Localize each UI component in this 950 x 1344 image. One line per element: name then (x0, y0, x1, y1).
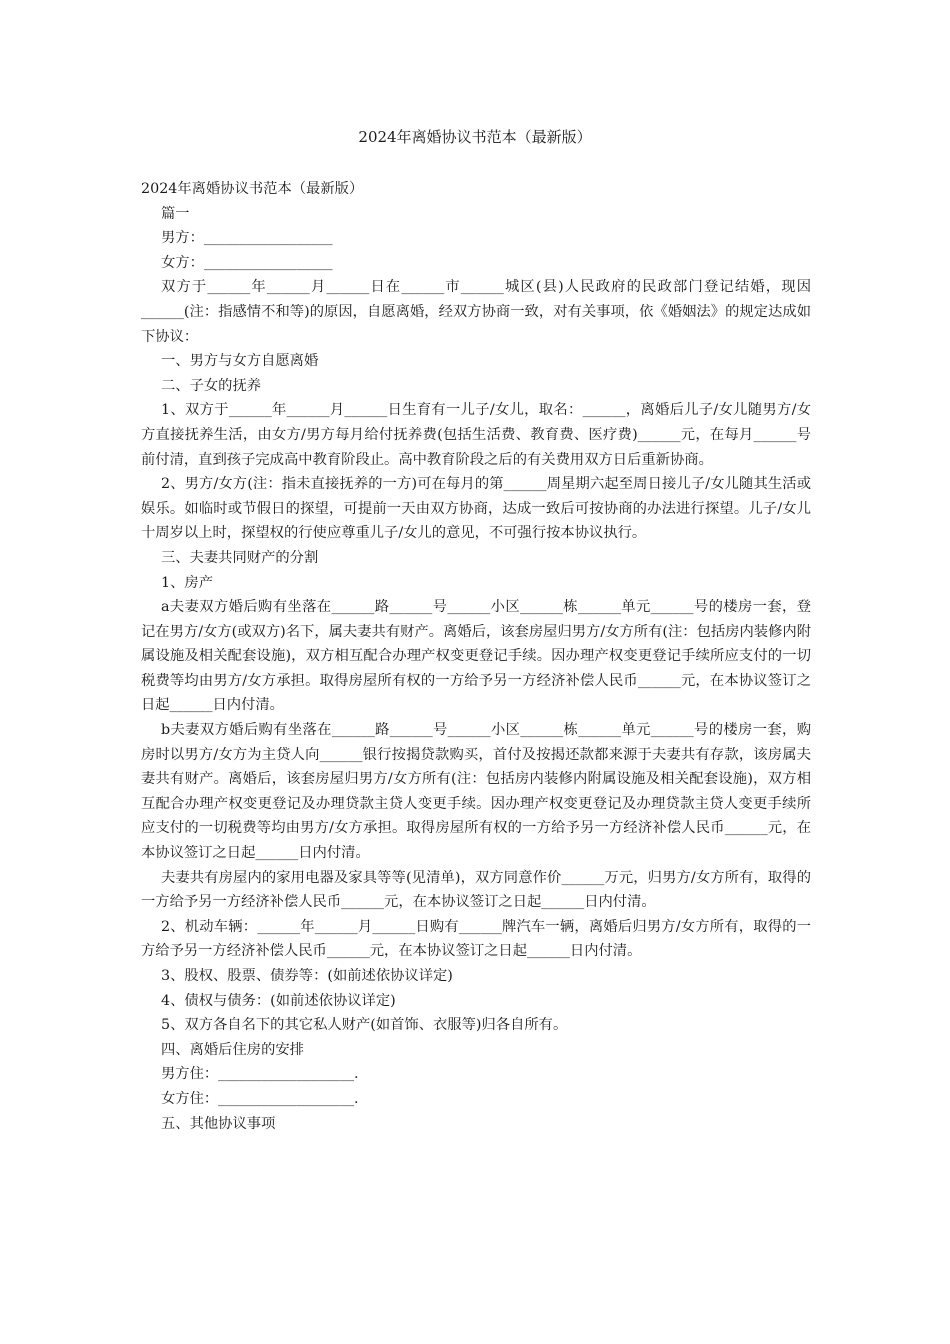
paragraph: 4、债权与债务：(如前述依协议详定) (161, 992, 396, 1009)
paragraph: 2、机动车辆：______年______月______日购有______牌汽车一辆，离婚后归男方/女方所有，取得的一方给予另一方经济补偿人民币______元，在本协议签订之日起______日内付清。 (141, 918, 811, 960)
paragraph: 1、双方于______年______月______日生育有一儿子/女儿，取名：______，离婚后儿子/女儿随男方/女方直接抚养生活，由女方/男方每月给付抚养费(包括生活费、教育费、医疗费)______元，在每月______号前付清，直到孩子完成高中教育阶段止。高中教育阶段之后的有关费用双方日后重新协商。 (141, 402, 811, 468)
paragraph: 篇一 (161, 205, 190, 222)
paragraph: 2024年离婚协议书范本（最新版） (141, 181, 364, 197)
paragraph: 2、男方/女方(注：指未直接抚养的一方)可在每月的第______周星期六起至周日接儿子/女儿随其生活或娱乐。如临时或节假日的探望，可提前一天由双方协商，达成一致后可按协商的办法进行探望。儿子/女儿十周岁以上时，探望权的行使应尊重儿子/女儿的意见，不可强行按本协议执行。 (141, 476, 811, 542)
paragraph: 女方：__________________ (161, 254, 333, 271)
subsection-heading: 1、房产 (161, 574, 213, 591)
paragraph: 夫妻共有房屋内的家用电器及家具等等(见清单)，双方同意作价______万元，归男方/女方所有，取得的一方给予另一方经济补偿人民币______元，在本协议签订之日起______日内付清。 (141, 869, 811, 911)
paragraph: 男方住：___________________. (161, 1066, 359, 1083)
section-heading: 三、夫妻共同财产的分割 (161, 549, 319, 566)
paragraph: 男方：__________________ (161, 230, 333, 247)
section-heading: 二、子女的抚养 (161, 377, 262, 394)
paragraph: 双方于______年______月______日在______市______城区(县)人民政府的民政部门登记结婚，现因______(注：指感情不和等)的原因，自愿离婚，经双方协商一致，对有关事项，依《婚姻法》的规定达成如下协议： (141, 279, 811, 345)
section-heading: 四、离婚后住房的安排 (161, 1041, 304, 1058)
paragraph: 女方住：___________________. (161, 1090, 359, 1107)
paragraph: 3、股权、股票、债券等：(如前述依协议详定) (161, 968, 453, 984)
paragraph: b夫妻双方婚后购有坐落在______路______号______小区______栋______单元______号的楼房一套，购房时以男方/女方为主贷人向______银行按揭贷款购买，首付及按揭还款都来源于夫妻共有存款，该房属夫妻共有财产。离婚后，该套房屋归男方/女方所有(注：包括房内装修内附属设施及相关配套设施)，双方相互配合办理产权变更登记及办理贷款主贷人变更手续。因办理产权变更登记及办理贷款主贷人变更手续所应支付的一切税费等均由男方/女方承担。取得房屋所有权的一方给予另一方经济补偿人民币______元，在本协议签订之日起______日内付清。 (141, 722, 811, 862)
document-body (141, 177, 811, 1136)
page-title: 2024年离婚协议书范本（最新版） (358, 128, 592, 146)
paragraph: 5、双方各自名下的其它私人财产(如首饰、衣服等)归各自所有。 (161, 1017, 568, 1034)
section-heading: 一、男方与女方自愿离婚 (161, 353, 319, 370)
section-heading: 五、其他协议事项 (161, 1115, 276, 1132)
paragraph: a夫妻双方婚后购有坐落在______路______号______小区______栋______单元______号的楼房一套，登记在男方/女方(或双方)名下，属夫妻共有财产。离婚后，该套房屋归男方/女方所有(注：包括房内装修内附属设施及相关配套设施)，双方相互配合办理产权变更登记手续。因办理产权变更登记手续所应支付的一切税费等均由男方/女方承担。取得房屋所有权的一方给予另一方经济补偿人民币______元，在本协议签订之日起______日内付清。 (141, 599, 811, 714)
